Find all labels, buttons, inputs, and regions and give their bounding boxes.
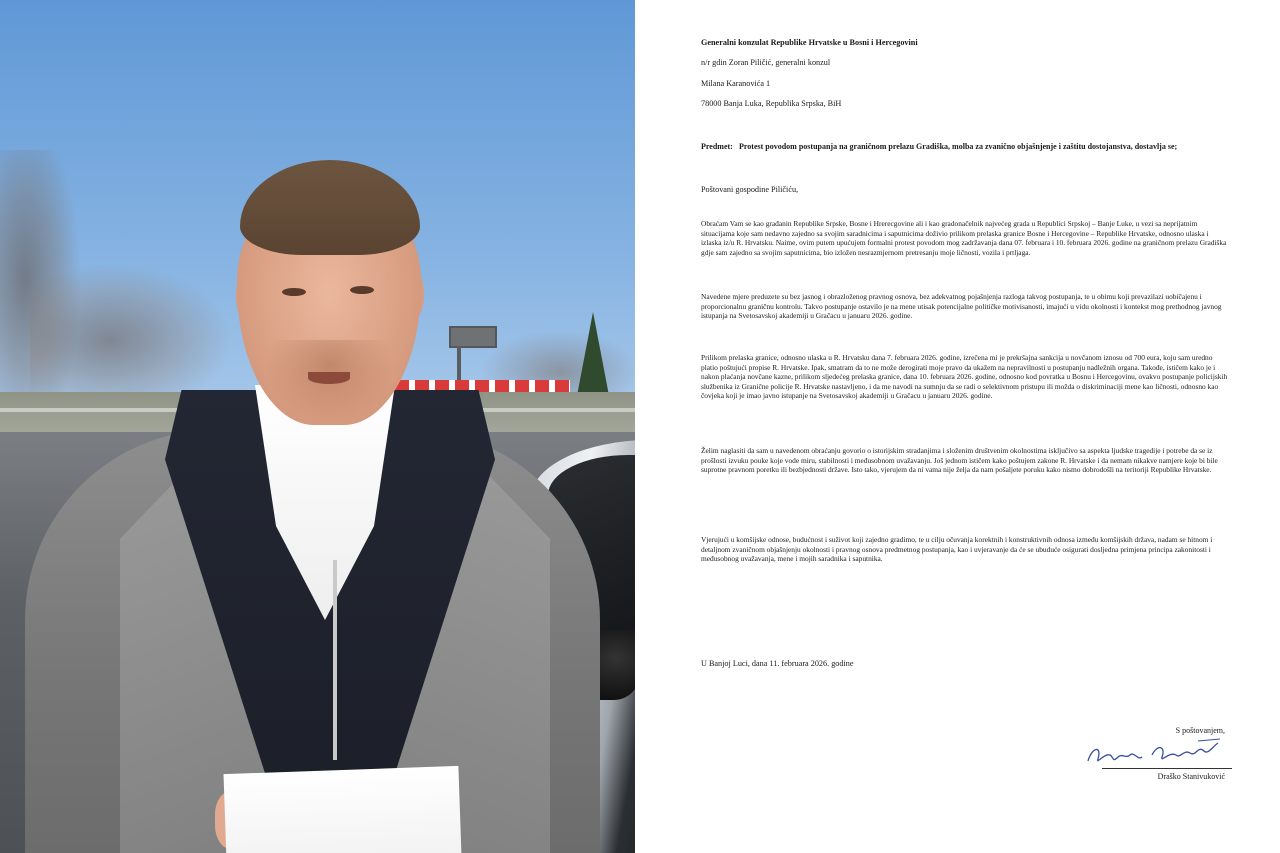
eye-right: [350, 286, 374, 294]
hair: [240, 160, 420, 255]
letter-paragraph: Prilikom prelaska granice, odnosno ulaska u R. Hrvatsku dana 7. februara 2026. godine, izrečena mi je prekršajna sankcija u novčanom iznosu od 700 eura, koju sam uredno platio poštujući propise R. Hrvatske. Ipak, smatram da to ne može derogirati moje pravo da ukažem na nepravilnosti u postupanju nadležnih organa. Takođe, ističem kako je i nakon plaćanja novčane kazne, prilikom sljedećeg prelaska granice, dana 10. februara 2026. godine, odnosno kod povratka u Bosnu i Hercegovinu, ovakvo postupanje policijskih službenika iz Granične policije R. Hrvatske nastavljeno, i da me navodi na sumnju da se radi o selektivnom pristupu ili možda o diskriminaciji mene kao ličnosti, odnosno kao čovjeka koji je imao javno istupanje na Svetosavskoj akademiji u Gračacu u januaru 2026. godine.: [701, 353, 1228, 401]
letter-salutation: Poštovani gospodine Piličiću,: [701, 185, 799, 194]
letter-paragraph: Obraćam Vam se kao građanin Republike Srpske, Bosne i Hrerecgovine ali i kao gradonačelnik najvećeg grada u Republici Srpskoj – Banje Luke, u vezi sa neprijatnim situacijama koje sam nedavno zajedno sa svojim saradnicima i saputnicima doživio prilikom prelaska granice Bosne i Hercegovine – Republike Hrvatske, odnosno ulaska i izlaska iz/u R. Hrvatsku. Naime, ovim putem upućujem formalni protest povodom mog zadržavanja dana 07. februara i 10. februara 2026. godine na graničnom prelazu Gradiška gdje sam zajedno sa svojim saputnicima, bio izložen nesrazmjernom pretresanju moje ličnosti, vozila i prtljaga.: [701, 219, 1227, 257]
letter-recipient-street: Milana Karanovića 1: [701, 79, 771, 88]
mouth: [308, 372, 350, 384]
letter-paragraph: Navedene mjere preduzete su bez jasnog i obrazloženog pravnog osnova, bez adekvatnog pojašnjenja razloga takvog postupanja, te u obimu koji prevazilazi uobičajenu i proporcionalnu graničnu kontrolu. Takvo postupanje ostavilo je na mene utisak potencijalne političke motivisanosti, imajući u vidu okolnosti i kontekst mog prethodnog javnog istupanja na Svetosavskoj akademiji u Gračacu u januaru 2026. godine.: [701, 292, 1222, 321]
subject-text: Protest povodom postupanja na graničnom prelazu Gradiška, molba za zvanično objašnjenje i zaštitu dostojanstva, dostavlja se;: [739, 142, 1178, 151]
subject-label: Predmet:: [701, 142, 733, 151]
letter-signer-name: Draško Stanivuković: [1157, 772, 1225, 781]
vest-zipper: [333, 560, 337, 760]
eye-left: [282, 288, 306, 296]
signature-line: [1102, 768, 1232, 769]
letter-recipient-org: Generalni konzulat Republike Hrvatske u Bosni i Hercegovini: [701, 38, 918, 47]
letter-document: [635, 0, 1280, 853]
letter-closing: S poštovanjem,: [1175, 726, 1225, 735]
letter-place-date: U Banjoj Luci, dana 11. februara 2026. godine: [701, 659, 854, 668]
letter-subject: [701, 141, 1231, 152]
handwritten-signature: [1080, 733, 1230, 773]
letter-recipient-attn: n/r gdin Zoran Piličić, generalni konzul: [701, 58, 831, 67]
held-paper: [224, 766, 462, 853]
letter-paragraph: Želim naglasiti da sam u navedenom obraćanju govorio o istorijskim stradanjima i složenim društvenim okolnostima isključivo sa aspekta ljudske tragedije i potrebe da se iz prošlosti izvuku pouke koje vode miru, stabilnosti i međusobnom uvažavanju. Još jednom ističem kako poštujem zakone R. Hrvatske i da nemam nikakve namjere koje bi bile suprotne pravnom poretku ili bezbjednosti države. Isto tako, vjerujem da ni vama nije želja da nam pošaljete poruku kako nismo dobrodošli na teritoriji Republike Hrvatske.: [701, 446, 1218, 475]
photo-man-with-letter: [0, 0, 635, 853]
letter-recipient-city: 78000 Banja Luka, Republika Srpska, BiH: [701, 99, 842, 108]
billboard: [449, 326, 497, 348]
letter-paragraph: Vjerujući u komšijske odnose, budućnost i suživot koji zajedno gradimo, te u cilju očuvanja korektnih i konstruktivnih odnosa između komšijskih država, nadam se hitnom i detaljnom zvaničnom objašnjenju okolnosti i pravnog osnova predmetnog postupanja, kao i uvjeravanje da će se ubuduće osigurati dosljedna primjena principa zakonitosti i međusobnog uvažavanja, mene i mojih saradnika i saputnika.: [701, 535, 1213, 564]
